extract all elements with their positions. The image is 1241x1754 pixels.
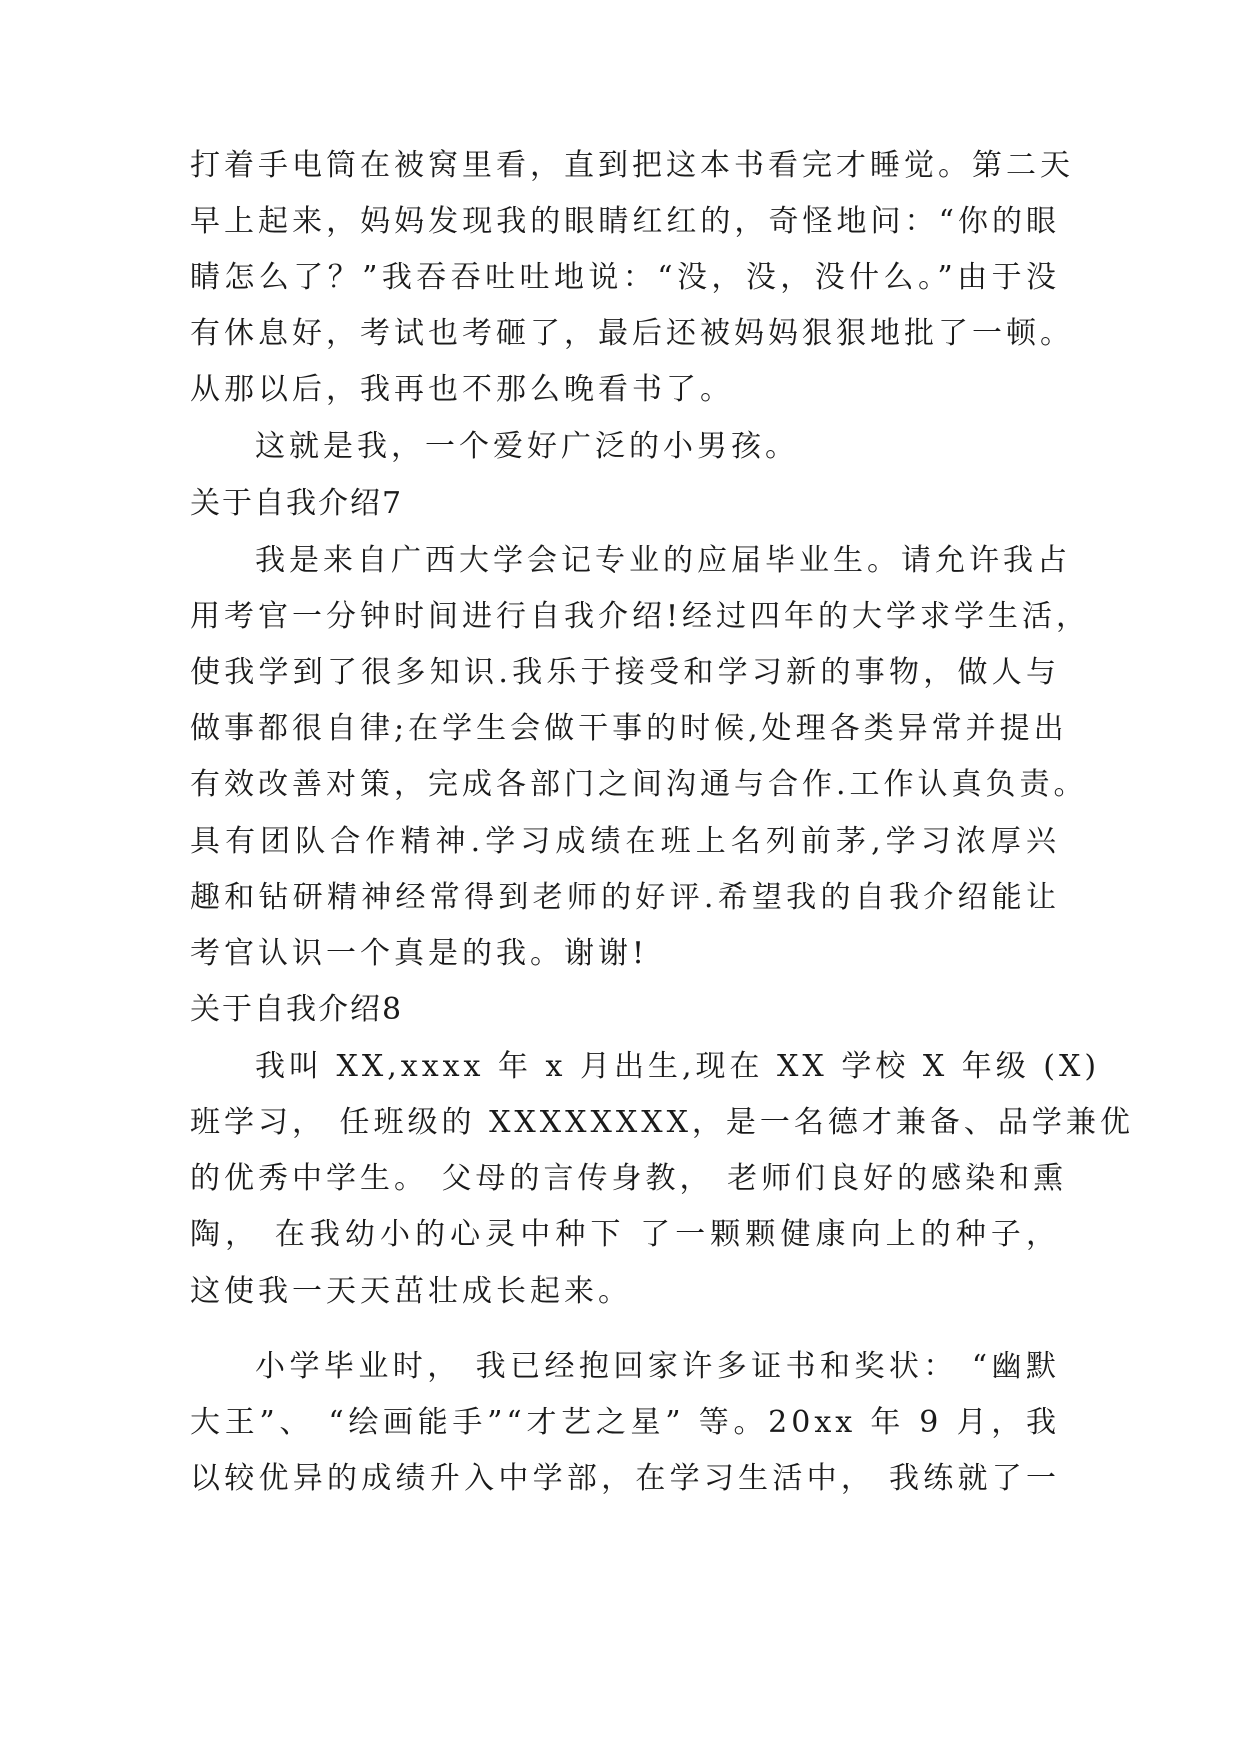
paragraph-line: 考官认识一个真是的我。谢谢! <box>190 936 649 971</box>
paragraph-line: 具有团队合作精神.学习成绩在班上名列前茅,学习浓厚兴 <box>190 824 1060 859</box>
paragraph-line: 打着手电筒在被窝里看，直到把这本书看完才睡觉。第二天 <box>190 148 1074 183</box>
paragraph-line: 有效改善对策，完成各部门之间沟通与合作.工作认真负责。 <box>190 767 1088 802</box>
paragraph-line: 有休息好，考试也考砸了，最后还被妈妈狠狠地批了一顿。 <box>190 316 1074 351</box>
paragraph-line: 睛怎么了？”我吞吞吐吐地说：“没，没，没什么。”由于没 <box>190 260 1060 295</box>
paragraph-line: 使我学到了很多知识.我乐于接受和学习新的事物，做人与 <box>190 655 1060 690</box>
closing-line: 这就是我，一个爱好广泛的小男孩。 <box>255 429 799 464</box>
paragraph-line: 以较优异的成绩升入中学部，在学习生活中， 我练就了一 <box>190 1461 1060 1496</box>
paragraph-line: 从那以后，我再也不那么晚看书了。 <box>190 372 734 407</box>
paragraph-line: 趣和钻研精神经常得到老师的好评.希望我的自我介绍能让 <box>190 880 1060 915</box>
paragraph-line: 大王”、 “绘画能手”“才艺之星” 等。20xx 年 9 月，我 <box>190 1405 1060 1440</box>
paragraph-line: 早上起来，妈妈发现我的眼睛红红的，奇怪地问：“你的眼 <box>190 204 1060 239</box>
paragraph-line: 小学毕业时， 我已经抱回家许多证书和奖状： “幽默 <box>255 1349 1060 1384</box>
section-heading: 关于自我介绍7 <box>190 486 404 521</box>
paragraph-line: 班学习， 任班级的 XXXXXXXX，是一名德才兼备、品学兼优 <box>190 1105 1134 1140</box>
paragraph-line: 陶， 在我幼小的心灵中种下 了一颗颗健康向上的种子， <box>190 1217 1060 1252</box>
section-heading: 关于自我介绍8 <box>190 992 404 1027</box>
paragraph-line: 我叫 XX,xxxx 年 x 月出生,现在 XX 学校 X 年级 (X) <box>255 1049 1101 1084</box>
paragraph-line: 我是来自广西大学会记专业的应届毕业生。请允许我占 <box>255 543 1071 578</box>
paragraph-line: 做事都很自律;在学生会做干事的时候,处理各类异常并提出 <box>190 711 1068 746</box>
paragraph-line: 的优秀中学生。 父母的言传身教， 老师们良好的感染和熏 <box>190 1161 1068 1196</box>
paragraph-line: 这使我一天天茁壮成长起来。 <box>190 1274 632 1309</box>
paragraph-line: 用考官一分钟时间进行自我介绍!经过四年的大学求学生活， <box>190 599 1091 634</box>
